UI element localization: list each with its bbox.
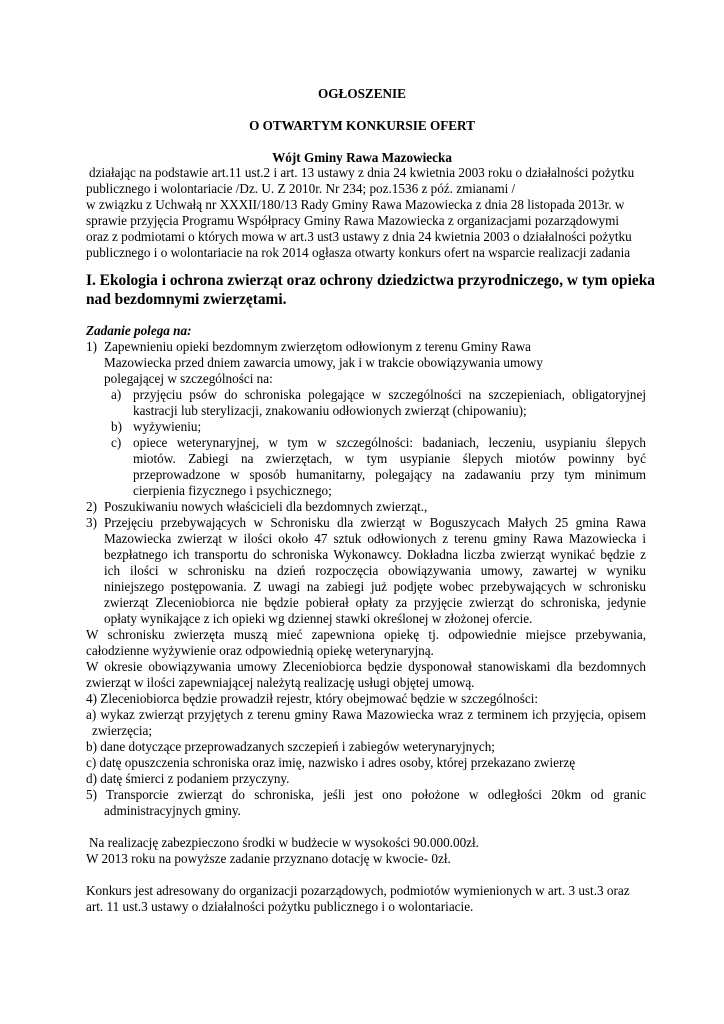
sublist-letter: b) (111, 419, 122, 434)
staff-paragraph: W okresie obowiązywania umowy Zleceniobiorca będzie dysponował stanowiskami dla bezdomnych (86, 659, 646, 674)
registry-paragraph: 4) Zleceniobiorca będzie prowadził rejestr, który obejmować będzie w szczególności: (86, 691, 539, 706)
intro-line: oraz z podmiotami o których mowa w art.3 ust3 ustawy z dnia 24 kwietnia 2003 o działalności pożytku (86, 229, 632, 244)
registry-item: a) wykaz zwierząt przyjętych z terenu gminy Rawa Mazowiecka wraz z terminem ich przyjęcia, opisem (86, 707, 646, 722)
sublist-text: przyjęciu psów do schroniska polegające w szczególności na szczepieniach, obligatoryjnej (133, 387, 646, 402)
intro-line: publicznego i o wolontariacie na rok 2014 ogłasza otwarty konkurs ofert na wsparcie realizacji zadania (86, 245, 631, 260)
list-item-text: Poszukiwaniu nowych właścicieli dla bezdomnych zwierząt., (104, 499, 428, 514)
list-item-text: bezpłatnego ich transportu do schroniska Wykonawcy. Dokładna liczba zwierząt wynikać będzie z (104, 547, 646, 562)
registry-item: b) dane dotyczące przeprowadzanych szczepień i zabiegów weterynaryjnych; (86, 739, 495, 754)
staff-paragraph: zwierząt w ilości zapewniającej należytą realizację usługi objętej umową. (86, 675, 475, 690)
transport-paragraph: administracyjnych gminy. (104, 803, 241, 818)
list-item-text: Mazowiecka przed dniem zawarcia umowy, jak i w trakcie obowiązywania umowy (104, 355, 543, 370)
funding-line: W 2013 roku na powyższe zadanie przyznano dotację w kwocie- 0zł. (86, 851, 451, 866)
list-item-text: ich ilości w schronisku na dzień rozpoczęcia obowiązywania umowy, zawartej w wyniku (104, 563, 646, 578)
transport-paragraph: 5) Transporcie zwierząt do schroniska, jeśli jest ono położone w odległości 20km od granic (86, 787, 646, 802)
sublist-text: cierpienia fizycznego i psychicznego; (133, 483, 332, 498)
list-item-text: polegającej w szczególności na: (104, 371, 273, 386)
issuing-authority: Wójt Gminy Rawa Mazowiecka (272, 150, 452, 165)
list-item-text: zwierząt Zleceniobiorca nie będzie pobierał opłaty za przyjęcie zwierząt do schroniska, jedynie (104, 595, 646, 610)
list-number: 1) (86, 339, 97, 354)
sublist-text: przeprowadzone w sposób humanitarny, polegający na zadawaniu przy tym minimum (133, 467, 646, 482)
sublist-text: opiece weterynaryjnej, w tym w szczególności: badaniach, leczeniu, usypianiu ślepych (133, 435, 646, 450)
section-heading: I. Ekologia i ochrona zwierząt oraz ochrony dziedzictwa przyrodniczego, w tym opieka (86, 272, 655, 289)
list-item-text: opłaty wynikające z ich opieki wg dziennej stawki określonej w złożonej ofercie. (104, 611, 533, 626)
sublist-text: kastracji lub sterylizacji, znakowaniu odłowionych zwierząt (chipowaniu); (133, 403, 527, 418)
addressees-line: Konkurs jest adresowany do organizacji pozarządowych, podmiotów wymienionych w art. 3 ust.3 oraz (86, 883, 630, 898)
list-item-text: niniejszego postępowania. Z uwagi na zabiegi już podjęte wobec przebywających w schronisku (104, 579, 646, 594)
list-item-text: Przejęciu przebywających w Schronisku dla zwierząt w Boguszycach Małych 25 gmina Rawa (104, 515, 646, 530)
registry-item: zwierzęcia; (92, 723, 153, 738)
section-heading: nad bezdomnymi zwierzętami. (86, 291, 287, 308)
shelter-paragraph: całodzienne wyżywienie oraz odpowiednią opiekę weterynaryjną. (86, 643, 434, 658)
list-item-text: Mazowiecka zwierząt w ilości około 47 sztuk odłowionych z terenu gminy Rawa Mazowiecka i (104, 531, 646, 546)
list-number: 3) (86, 515, 97, 530)
sublist-text: miotów. Zabiegi na zwierzętach, w tym usypianie ślepych miotów powinny być (133, 451, 646, 466)
intro-line: publicznego i wolontariacie /Dz. U. Z 2010r. Nr 234; poz.1536 z póź. zmianami / (86, 181, 516, 196)
registry-item: d) datę śmierci z podaniem przyczyny. (86, 771, 290, 786)
intro-line: działając na podstawie art.11 ust.2 i art. 13 ustawy z dnia 24 kwietnia 2003 roku o działalności pożytku (89, 165, 635, 180)
sublist-letter: c) (111, 435, 122, 450)
sublist-text: wyżywieniu; (133, 419, 202, 434)
registry-item: c) datę opuszczenia schroniska oraz imię, nazwisko i adres osoby, której przekazano zwierzę (86, 755, 576, 770)
intro-line: sprawie przyjęcia Programu Współpracy Gminy Rawa Mazowiecka z organizacjami pozarządowymi (86, 213, 620, 228)
intro-line: w związku z Uchwałą nr XXXII/180/13 Rady Gminy Rawa Mazowiecka z dnia 28 listopada 2013r. w (86, 197, 625, 212)
addressees-line: art. 11 ust.3 ustawy o działalności pożytku publicznego i o wolontariacie. (86, 899, 474, 914)
list-item-text: Zapewnieniu opieki bezdomnym zwierzętom odłowionym z terenu Gminy Rawa (104, 339, 532, 354)
task-label: Zadanie polega na: (86, 323, 192, 338)
document-title: OGŁOSZENIE (318, 86, 406, 101)
funding-line: Na realizację zabezpieczono środki w budżecie w wysokości 90.000.00zł. (89, 835, 479, 850)
sublist-letter: a) (111, 387, 122, 402)
shelter-paragraph: W schronisku zwierzęta muszą mieć zapewniona opiekę tj. odpowiednie miejsce przebywania, (86, 627, 646, 642)
list-number: 2) (86, 499, 97, 514)
document-subtitle: O OTWARTYM KONKURSIE OFERT (249, 118, 475, 133)
